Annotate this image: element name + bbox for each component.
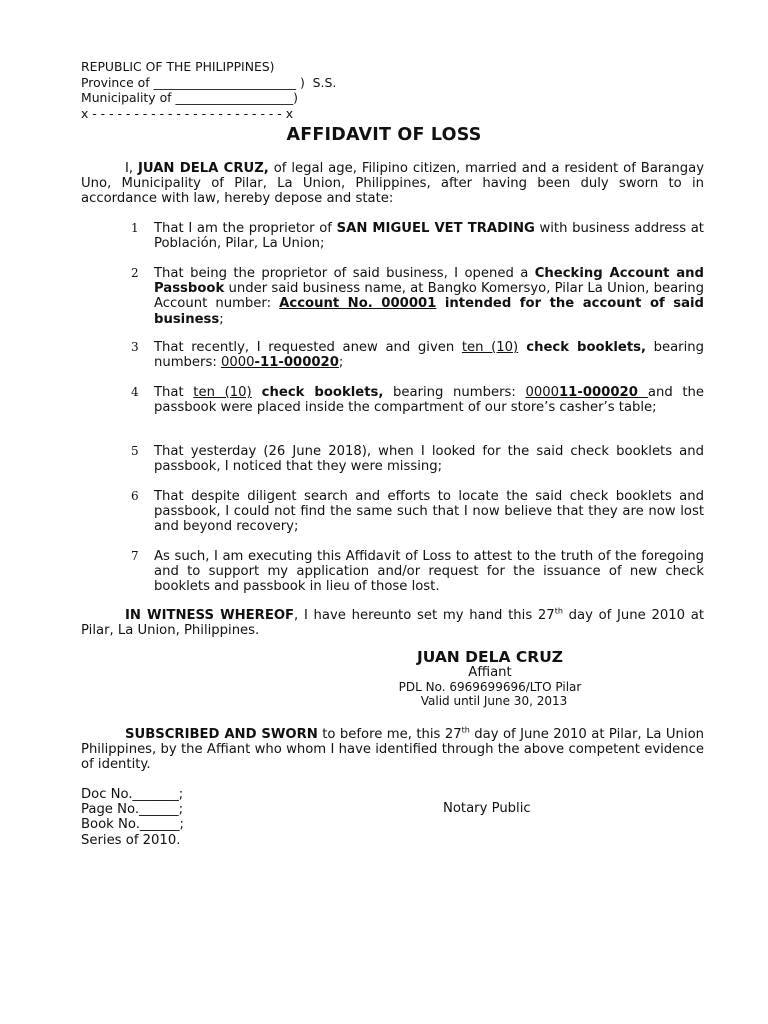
booklet-count: ten (10) <box>193 385 252 400</box>
item-text: That recently, I requested anew and given <box>154 340 462 355</box>
list-item <box>81 489 704 535</box>
item-number: 7 <box>131 549 139 563</box>
jurat-heading: SUBSCRIBED AND SWORN <box>125 727 318 742</box>
witness-heading: IN WITNESS WHEREOF <box>125 608 295 623</box>
witness-text: , I have hereunto set my hand this 27 <box>294 608 555 623</box>
booklet-count: ten (10) <box>461 340 519 355</box>
item-text: with business address at Población, Pilar, La Union; <box>154 221 704 252</box>
item-number: 6 <box>131 489 139 503</box>
item-text: ; <box>338 355 344 371</box>
affiant-name: JUAN DELA CRUZ, <box>138 161 269 176</box>
item-text: check booklets, <box>518 340 646 355</box>
item-text: That <box>154 385 194 400</box>
booklet-number-suffix: 11-000020 <box>559 385 648 400</box>
account-purpose: intended for the account of said business <box>154 296 704 327</box>
jurat-text: day of June 2010 at Pilar, La Union Philippines, by the Affiant who whom I have identified through the above competent evidence of identity. <box>81 727 704 773</box>
item-number: 1 <box>131 221 139 235</box>
list-item <box>81 385 704 415</box>
caption-line-municipality: Municipality of ___________________) <box>81 90 298 105</box>
item-text: under said business name, at Bangko Komersyo, Pilar La Union, bearing Account number: <box>154 281 704 312</box>
item-number: 3 <box>131 340 139 354</box>
list-item <box>81 266 704 327</box>
signature-validity: Valid until June 30, 2013 <box>420 694 568 708</box>
item-text: check booklets, <box>251 385 384 400</box>
ordinal-suffix: th <box>554 606 563 616</box>
doc-number: Doc No._______; <box>81 787 184 802</box>
item-number: 5 <box>131 444 139 458</box>
document-title: AFFIDAVIT OF LOSS <box>286 125 482 145</box>
list-item <box>81 221 704 251</box>
caption-line-province: Province of _______________________ ) S.S. <box>81 74 337 90</box>
notarial-register <box>81 787 184 848</box>
jurat-text: to before me, this 27 <box>317 727 462 742</box>
signature-role: Affiant <box>468 665 512 680</box>
list-item <box>81 340 704 370</box>
signature-name: JUAN DELA CRUZ <box>416 648 564 666</box>
signature-id: PDL No. 6969699696/LTO Pilar <box>398 680 582 694</box>
account-number: Account No. 000001 <box>279 296 437 312</box>
booklet-number-prefix: 0000 <box>525 385 559 400</box>
item-number: 4 <box>131 385 139 399</box>
book-number: Book No.______; <box>81 817 184 833</box>
venue-caption <box>81 59 336 121</box>
item-number: 2 <box>131 266 139 280</box>
account-type: Checking Account and Passbook <box>154 266 704 297</box>
item-text: That being the proprietor of said business, I opened a <box>154 266 535 281</box>
intro-paragraph <box>81 161 704 207</box>
notary-public-label: Notary Public <box>443 801 531 816</box>
item-text: That yesterday (26 June 2018), when I looked for the said check booklets and passbook, I noticed that they were missing; <box>154 444 704 475</box>
item-text: bearing numbers: <box>154 340 704 371</box>
business-name: SAN MIGUEL VET TRADING <box>336 221 535 236</box>
witness-paragraph <box>81 608 704 638</box>
item-text: That I am the proprietor of <box>154 221 337 236</box>
booklet-number-prefix: 0000 <box>220 355 255 371</box>
intro-pre: I, <box>125 161 139 176</box>
list-item <box>81 549 704 595</box>
list-item <box>81 444 704 474</box>
jurat-paragraph <box>81 727 704 773</box>
item-text: and the passbook were placed inside the compartment of our store’s casher’s table; <box>154 385 704 416</box>
series-year: Series of 2010. <box>81 832 181 848</box>
caption-line-republic: REPUBLIC OF THE PHILIPPINES) <box>81 59 275 74</box>
caption-line-separator: x - - - - - - - - - - - - - - - - - - - - - - - x <box>81 105 294 121</box>
item-text: As such, I am executing this Affidavit of Loss to attest to the truth of the foregoing and to support my application and/or request for the issuance of new check booklets and passbook in lieu of those lost. <box>154 549 704 595</box>
ordinal-suffix: th <box>461 725 470 735</box>
item-text: That despite diligent search and efforts to locate the said check booklets and passbook, I could not find the same such that I now believe that they are now lost and beyond recovery; <box>154 489 704 535</box>
booklet-number-suffix: -11-000020 <box>254 355 339 371</box>
item-text: bearing numbers: <box>383 385 526 400</box>
intro-post: of legal age, Filipino citizen, married and a resident of Barangay Uno, Municipality of Pilar, La Union, Philippines, after having been duly sworn to in accordance with law, hereby depose and state: <box>81 161 705 207</box>
item-text: ; <box>219 311 224 327</box>
witness-text: day of June 2010 at Pilar, La Union, Philippines. <box>81 608 704 639</box>
page-number: Page No.______; <box>81 802 184 818</box>
